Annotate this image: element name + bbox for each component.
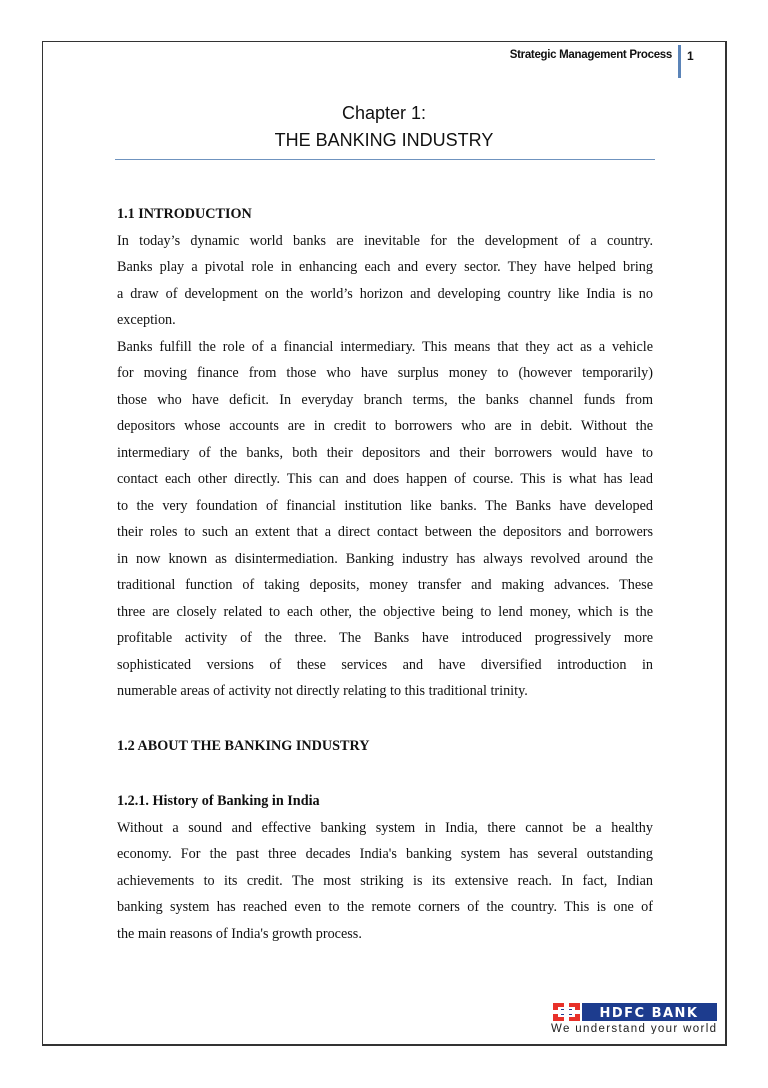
title-rule — [115, 159, 655, 160]
text-line: in now known as disintermediation. Banking industry has always revolved around the — [117, 550, 653, 567]
text-line: for moving finance from those who have surplus money to (however temporarily) — [117, 365, 653, 381]
text-line: numerable areas of activity not directly relating to this traditional trinity. — [117, 683, 528, 699]
hdfc-bank-logo — [551, 1002, 717, 1034]
text-line: Without a sound and effective banking system in India, there cannot be a healthy — [117, 819, 653, 836]
chapter-number: Chapter 1: — [341, 103, 427, 123]
paragraph-3 — [117, 815, 653, 948]
section-1-1 — [117, 201, 653, 705]
text-line: intermediary of the banks, both their depositors and their borrowers would have to — [117, 444, 653, 461]
text-line: Banks fulfill the role of a financial intermediary. This means that they act as a vehicle — [117, 338, 653, 355]
section-heading: 1.2 ABOUT THE BANKING INDUSTRY — [117, 738, 370, 754]
text-line: three are closely related to each other, the objective being to lend money, which is the — [117, 603, 653, 620]
text-line: achievements to its credit. The most striking is its extensive reach. In fact, Indian — [117, 872, 653, 889]
text-line: those who have deficit. In everyday branch terms, the banks channel funds from — [117, 391, 653, 408]
chapter-title: THE BANKING INDUSTRY — [274, 130, 494, 150]
text-line: the main reasons of India's growth process. — [117, 925, 362, 942]
section-1-2-1 — [117, 788, 653, 947]
text-line: depositors whose accounts are in credit to borrowers who are in debit. Without the — [117, 418, 653, 434]
section-heading: 1.1 INTRODUCTION — [117, 206, 252, 222]
page-number: 1 — [687, 49, 694, 63]
text-line: traditional function of taking deposits, money transfer and making advances. These — [117, 577, 653, 593]
paragraph-2 — [117, 334, 653, 705]
text-line: to the very foundation of financial institution like banks. The Banks have developed — [117, 497, 653, 514]
text-line: sophisticated versions of these services and have diversified introduction in — [117, 656, 653, 673]
header-divider — [678, 45, 681, 78]
svg-text:We understand your world: We understand your world — [551, 1023, 716, 1034]
text-line: In today’s dynamic world banks are inevitable for the development of a country. — [117, 232, 653, 249]
running-header: Strategic Management Process — [509, 49, 672, 61]
text-line: their roles to such an extent that a direct contact between the depositors and borrowers — [117, 524, 653, 540]
paragraph-1 — [117, 228, 653, 334]
text-line: contact each other directly. This can and does happen of course. This is what has lead — [117, 471, 653, 487]
text-line: exception. — [117, 312, 176, 328]
svg-text:HDFC BANK: HDFC BANK — [599, 1006, 699, 1021]
text-line: profitable activity of the three. The Banks have introduced progressively more — [117, 630, 653, 646]
section-1-2 — [117, 733, 653, 760]
text-line: banking system has reached even to the remote corners of the country. This is one of — [117, 899, 653, 915]
text-line: a draw of development on the world’s horizon and developing country like India is no — [117, 285, 653, 302]
text-line: Banks play a pivotal role in enhancing each and every sector. They have helped bring — [117, 259, 653, 275]
subsection-heading: 1.2.1. History of Banking in India — [117, 793, 320, 809]
text-line: economy. For the past three decades India's banking system has several outstanding — [117, 846, 653, 862]
